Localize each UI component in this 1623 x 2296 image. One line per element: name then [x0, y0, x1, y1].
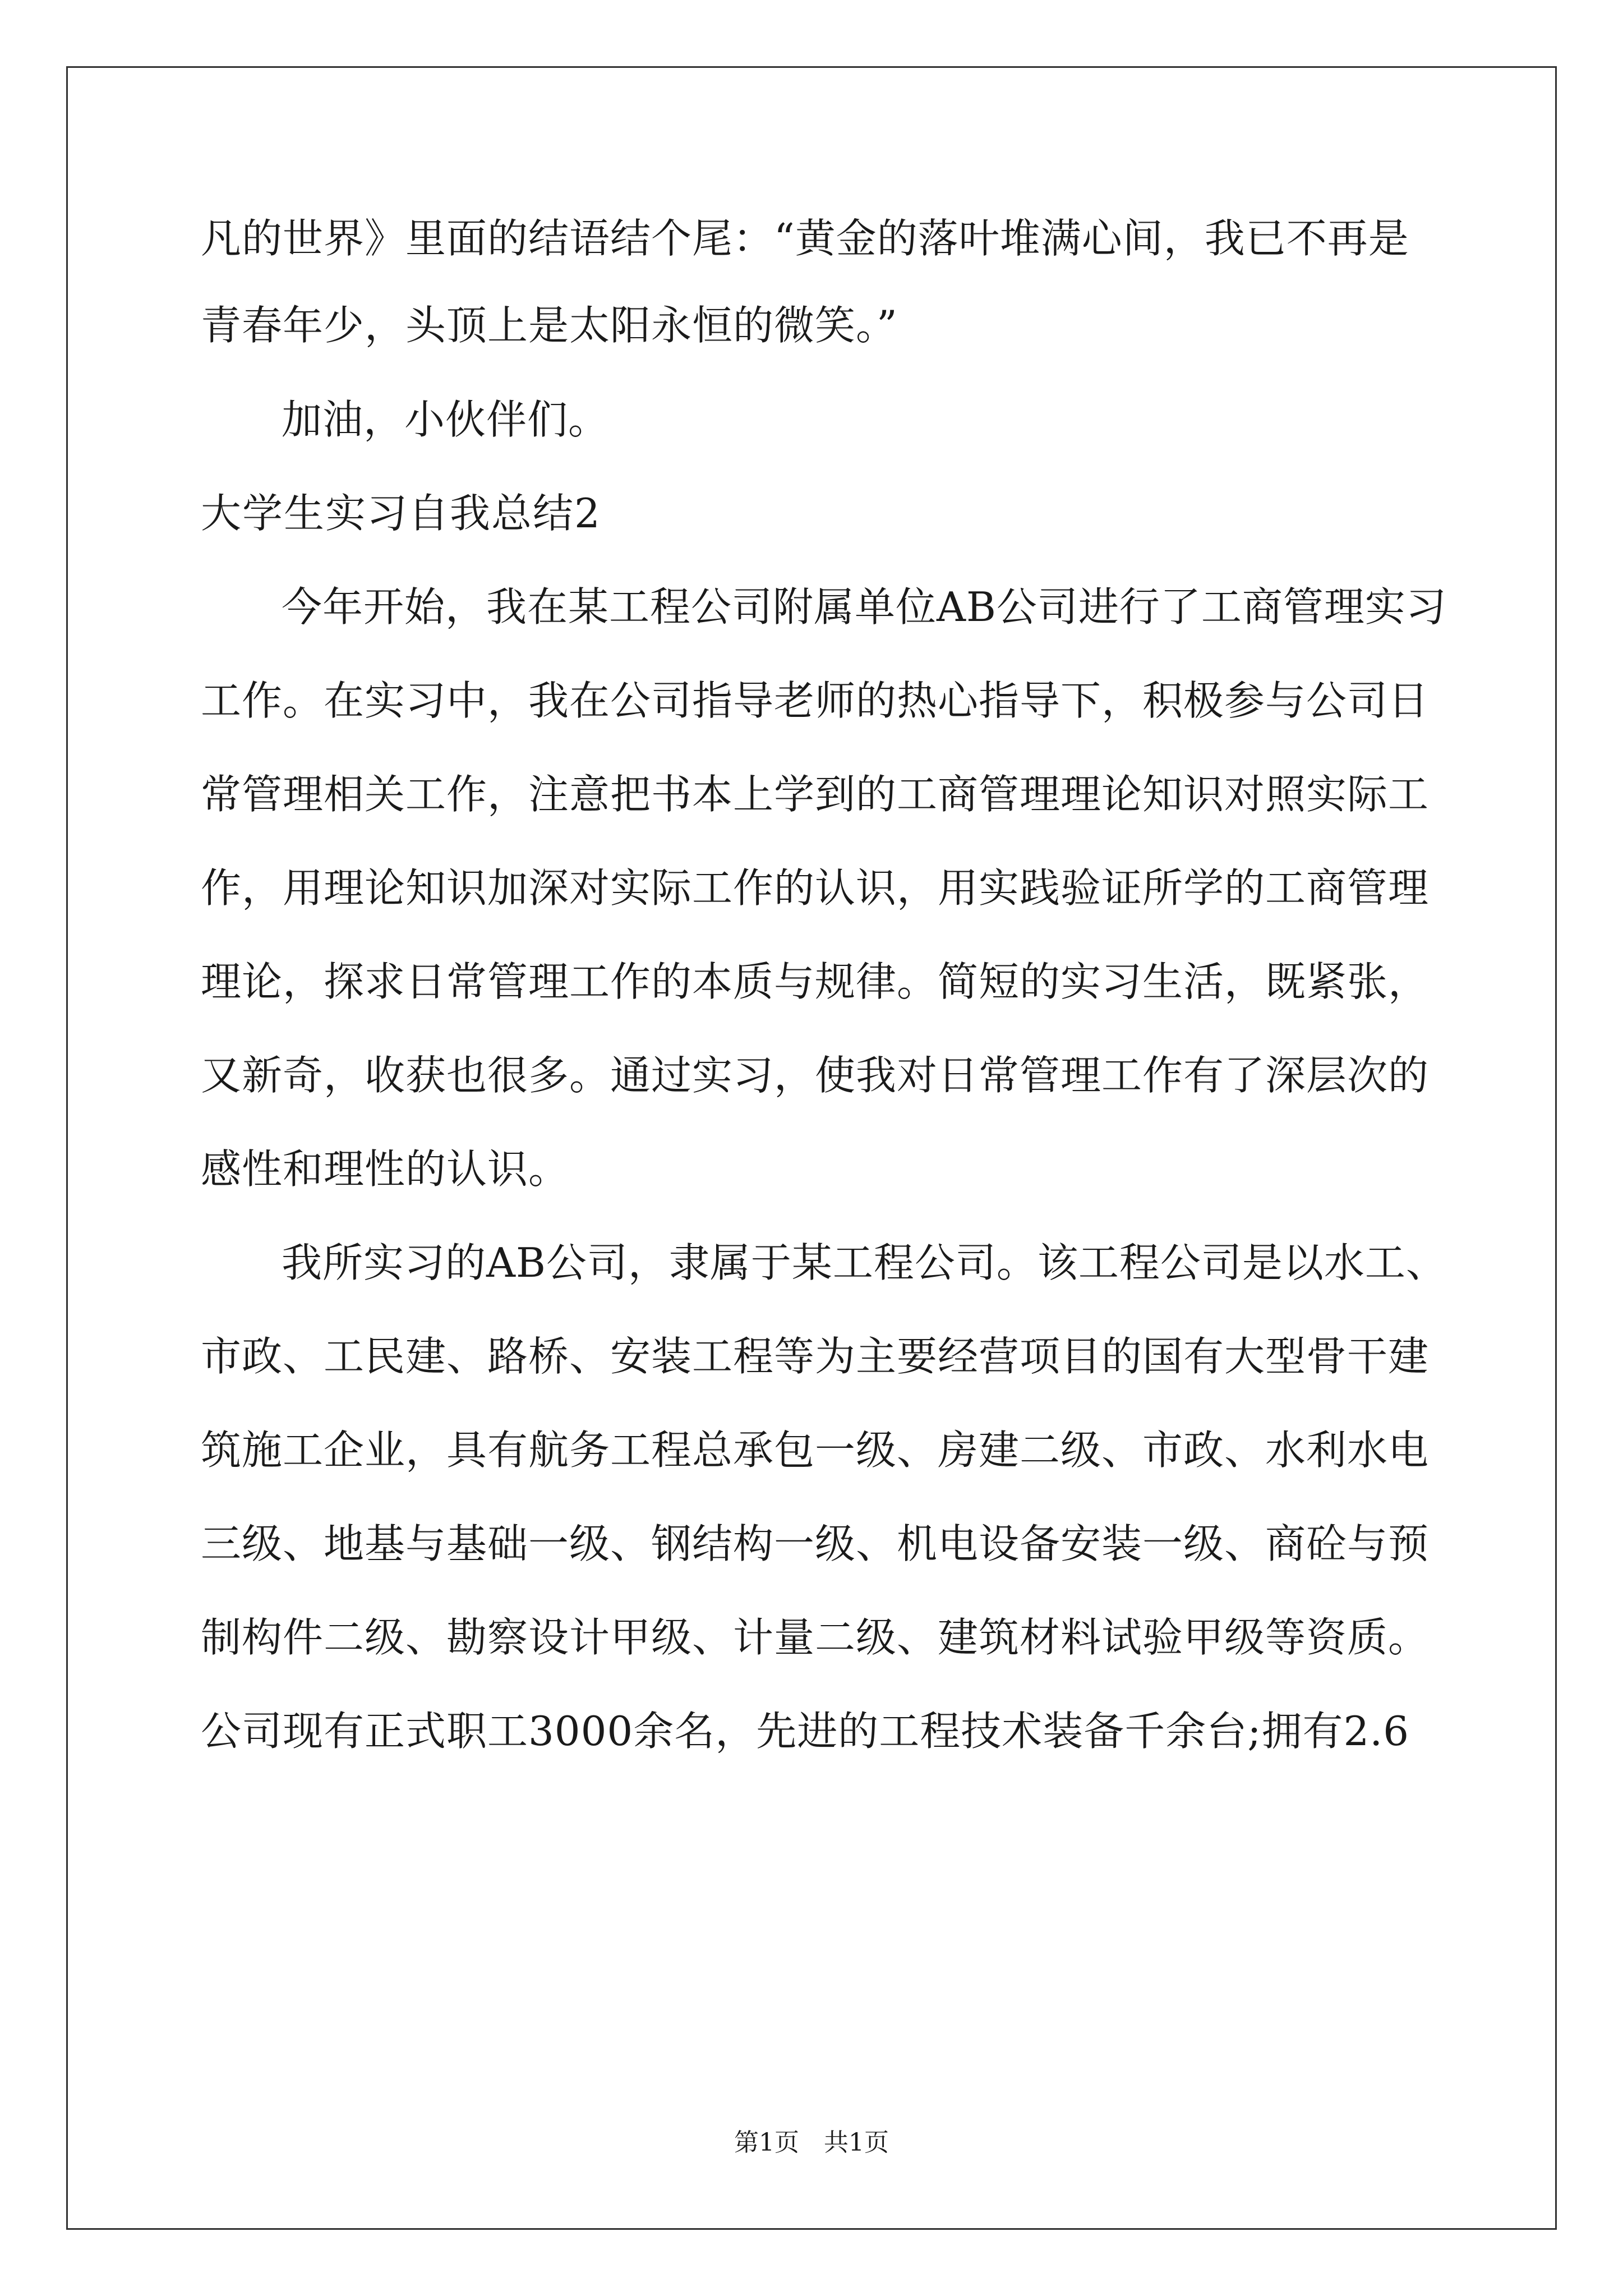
text-line: 市政、工民建、路桥、安装工程等为主要经营项目的国有大型骨干建 [201, 1333, 1430, 1380]
text-line: 常管理相关工作，注意把书本上学到的工商管理理论知识对照实际工 [201, 771, 1430, 818]
text-line: 青春年少，头顶上是太阳永恒的微笑。” [201, 302, 898, 349]
text-line: 理论，探求日常管理工作的本质与规律。简短的实习生活，既紧张， [201, 958, 1430, 1005]
text-line: 三级、地基与基础一级、钢结构一级、机电设备安装一级、商砼与预 [201, 1520, 1430, 1567]
text-line: 我所实习的AB公司，隶属于某工程公司。该工程公司是以水工、 [282, 1239, 1447, 1286]
text-line: 加油，小伙伴们。 [282, 396, 610, 443]
text-line: 今年开始，我在某工程公司附属单位AB公司进行了工商管理实习 [282, 583, 1447, 631]
text-line: 又新奇，收获也很多。通过实习，使我对日常管理工作有了深层次的 [201, 1052, 1430, 1099]
text-line: 工作。在实习中，我在公司指导老师的热心指导下，积极参与公司日 [201, 677, 1430, 724]
text-line: 作，用理论知识加深对实际工作的认识，用实践验证所学的工商管理 [201, 864, 1430, 912]
section-heading: 大学生实习自我总结2 [201, 490, 601, 537]
text-line: 感性和理性的认识。 [201, 1145, 570, 1193]
text-line: 凡的世界》里面的结语结个尾：“黄金的落叶堆满心间，我已不再是 [201, 215, 1409, 262]
page-footer: 第1页 共1页 [734, 2128, 889, 2157]
text-line: 公司现有正式职工3000余名，先进的工程技术装备千余台;拥有2.6 [201, 1708, 1409, 1755]
text-line: 制构件二级、勘察设计甲级、计量二级、建筑材料试验甲级等资质。 [201, 1614, 1430, 1661]
text-line: 筑施工企业，具有航务工程总承包一级、房建二级、市政、水利水电 [201, 1427, 1430, 1474]
